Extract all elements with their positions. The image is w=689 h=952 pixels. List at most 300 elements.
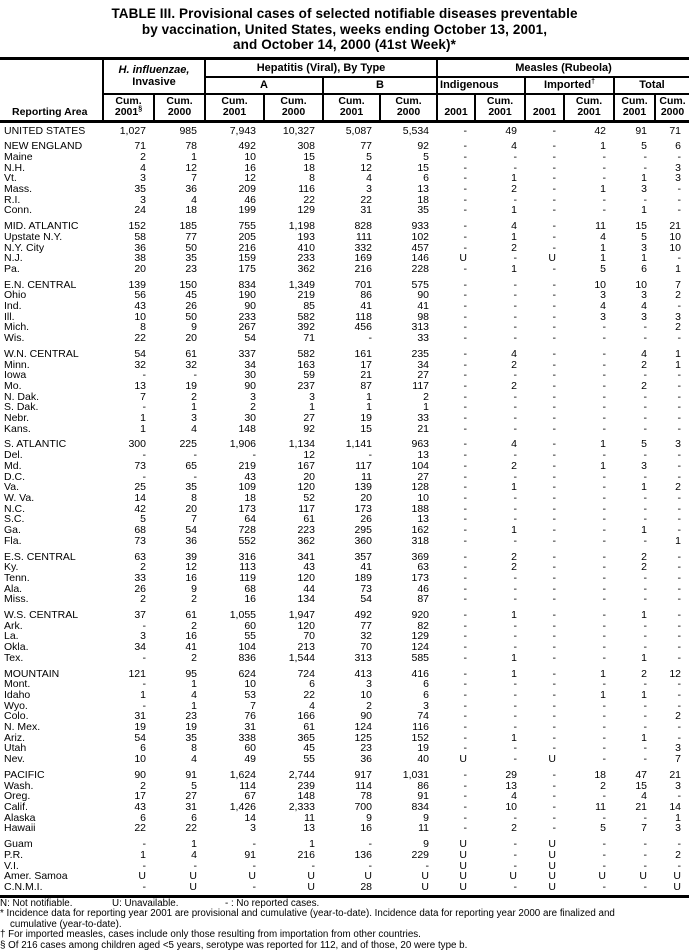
value-cell: 2 xyxy=(641,667,648,680)
value-cell: 26 xyxy=(185,300,197,313)
value-cell: - xyxy=(513,688,518,701)
value-cell: 1 xyxy=(600,459,607,472)
table-row xyxy=(0,439,689,450)
value-cell: 1 xyxy=(641,172,648,185)
value-cell: 10 xyxy=(134,310,146,323)
reporting-area-cell: N.Y. City xyxy=(4,241,45,254)
reporting-area-cell: Maine xyxy=(4,150,33,163)
value-cell: 13 xyxy=(417,183,430,196)
value-cell: - xyxy=(677,252,682,265)
value-cell: 23 xyxy=(360,742,372,755)
value-cell: - xyxy=(677,150,682,163)
value-cell: - xyxy=(552,688,557,701)
value-cell: 2 xyxy=(641,550,648,563)
value-cell: 60 xyxy=(244,619,256,632)
group-h-influenzae xyxy=(103,58,205,94)
value-cell: 76 xyxy=(244,710,256,723)
value-cell: - xyxy=(463,241,468,254)
value-cell: 1 xyxy=(511,524,518,537)
value-cell: 1 xyxy=(191,678,197,691)
value-cell: - xyxy=(463,183,468,196)
value-cell: - xyxy=(463,332,468,345)
value-cell: 338 xyxy=(238,731,256,744)
value-cell: 2 xyxy=(191,390,197,403)
value-cell: - xyxy=(552,550,557,563)
value-cell: 1 xyxy=(641,204,648,217)
value-cell: 152 xyxy=(411,731,430,744)
value-cell: - xyxy=(677,449,682,462)
value-cell: 6 xyxy=(191,811,197,824)
value-cell: 1 xyxy=(511,731,518,744)
value-cell: 14 xyxy=(134,492,146,504)
value-cell: - xyxy=(643,859,648,872)
value-cell: 2 xyxy=(511,379,518,392)
value-cell: 19 xyxy=(417,742,430,755)
value-cell: - xyxy=(643,641,648,654)
value-cell: - xyxy=(425,859,430,872)
value-cell: - xyxy=(513,492,518,504)
value-cell: - xyxy=(643,710,648,723)
value-cell: 4 xyxy=(191,193,197,206)
table-row xyxy=(0,472,689,483)
value-cell: - xyxy=(552,379,557,392)
col-indigenous-cum2001: Cum. 2001 xyxy=(475,94,525,122)
value-cell: 1 xyxy=(641,524,648,537)
value-cell: - xyxy=(552,172,557,185)
table-row xyxy=(0,525,689,536)
reporting-area-cell: W.N. CENTRAL xyxy=(4,347,79,360)
value-cell: - xyxy=(677,721,682,734)
value-cell: 54 xyxy=(134,731,146,744)
value-cell: 3 xyxy=(641,310,648,323)
value-cell: 21 xyxy=(669,768,682,781)
value-cell: - xyxy=(602,582,607,595)
value-cell: - xyxy=(677,790,682,803)
value-cell: - xyxy=(643,470,648,483)
value-cell: - xyxy=(552,699,557,712)
value-cell: - xyxy=(463,582,468,595)
value-cell: 199 xyxy=(238,204,256,217)
reporting-area-label: Reporting Area xyxy=(12,105,88,118)
value-cell: 70 xyxy=(303,630,315,643)
value-cell: 20 xyxy=(185,332,197,345)
value-cell: - xyxy=(552,241,557,254)
value-cell: 3 xyxy=(600,289,607,302)
table-row xyxy=(0,482,689,493)
value-cell: - xyxy=(463,641,468,654)
value-cell: 228 xyxy=(411,262,430,275)
value-cell: 65 xyxy=(185,459,197,472)
reporting-area-cell: Amer. Samoa xyxy=(4,870,68,883)
value-cell: - xyxy=(103,882,154,896)
value-cell: - xyxy=(193,369,197,382)
value-cell: 33 xyxy=(417,332,430,345)
value-cell: - xyxy=(513,513,518,526)
value-cell: - xyxy=(463,731,468,744)
value-cell: 1 xyxy=(511,481,518,494)
value-cell: - xyxy=(463,161,468,174)
value-cell: 73 xyxy=(134,459,146,472)
value-cell: 10 xyxy=(134,753,146,766)
value-cell: - xyxy=(677,699,682,712)
value-cell: - xyxy=(463,513,468,526)
value-cell: - xyxy=(643,412,648,425)
reporting-area-cell: Ky. xyxy=(4,561,19,574)
value-cell: - xyxy=(142,470,146,483)
value-cell: 52 xyxy=(303,492,315,504)
value-cell: 43 xyxy=(303,561,315,574)
value-cell: - xyxy=(677,459,682,472)
value-cell: 4 xyxy=(140,161,146,174)
value-cell: 87 xyxy=(417,593,430,606)
value-cell: 7 xyxy=(140,390,146,403)
value-cell: 1,198 xyxy=(288,220,315,233)
value-cell: - xyxy=(677,422,682,435)
reporting-area-cell: Tex. xyxy=(4,651,24,664)
value-cell: - xyxy=(463,742,468,755)
value-cell: 27 xyxy=(185,790,197,803)
reporting-area-cell: Va. xyxy=(4,481,19,494)
value-cell: - xyxy=(552,641,557,654)
value-cell: - xyxy=(602,524,607,537)
value-cell: 11 xyxy=(304,811,315,824)
value-cell: 1 xyxy=(641,481,648,494)
value-cell: 18 xyxy=(185,204,197,217)
value-cell: - xyxy=(513,150,518,163)
value-cell: 27 xyxy=(417,470,430,483)
value-cell: - xyxy=(463,678,468,691)
value-cell: 31 xyxy=(244,721,256,734)
value-cell: 3 xyxy=(675,779,682,792)
value-cell: - xyxy=(677,571,682,584)
value-cell: - xyxy=(643,678,648,691)
value-cell: 20 xyxy=(185,502,197,515)
value-cell: 332 xyxy=(354,241,372,254)
value-cell: 1 xyxy=(641,252,648,265)
value-cell: 2 xyxy=(191,651,197,664)
value-cell: - xyxy=(602,753,607,766)
col-hflu-cum2000: Cum. 2000 xyxy=(154,94,205,122)
value-cell: - xyxy=(513,619,518,632)
value-cell: 2 xyxy=(675,481,682,494)
value-cell: - xyxy=(513,278,518,291)
value-cell: - xyxy=(142,369,146,382)
imported-label: Imported xyxy=(544,78,592,91)
value-cell: 36 xyxy=(185,534,197,547)
value-cell: 4 xyxy=(191,422,197,435)
value-cell: 173 xyxy=(411,571,430,584)
value-cell: 3 xyxy=(675,310,682,323)
value-cell: 45 xyxy=(303,742,315,755)
value-cell: 59 xyxy=(303,369,315,382)
value-cell: 193 xyxy=(297,230,315,243)
value-cell: - xyxy=(463,571,468,584)
value-cell: 10 xyxy=(505,800,518,813)
reporting-area-cell: S. ATLANTIC xyxy=(4,438,67,451)
reporting-area-cell: Okla. xyxy=(4,641,29,654)
value-cell: 492 xyxy=(354,609,372,622)
reporting-area-cell: R.I. xyxy=(4,193,21,206)
value-cell: - xyxy=(463,550,468,563)
value-cell: 13 xyxy=(505,779,518,792)
reporting-area-cell: La. xyxy=(4,630,19,643)
value-cell: 2,744 xyxy=(288,768,315,781)
value-cell: 116 xyxy=(412,721,430,734)
value-cell: 71 xyxy=(669,124,682,137)
value-cell: 139 xyxy=(354,481,372,494)
value-cell: - xyxy=(552,561,557,574)
value-cell: - xyxy=(552,278,557,291)
value-cell: - xyxy=(463,262,468,275)
reporting-area-cell: Ohio xyxy=(4,289,27,302)
value-cell: 11 xyxy=(418,822,430,835)
value-cell: 50 xyxy=(185,310,197,323)
value-cell: U xyxy=(154,882,205,896)
value-cell: 6 xyxy=(641,262,648,275)
value-cell: 828 xyxy=(354,220,372,233)
table-row xyxy=(0,823,689,834)
value-cell: - xyxy=(552,220,557,233)
value-cell: - xyxy=(552,310,557,323)
value-cell: - xyxy=(463,358,468,371)
value-cell: 188 xyxy=(411,502,430,515)
value-cell: 77 xyxy=(360,619,372,632)
value-cell: 1 xyxy=(600,667,607,680)
value-cell: - xyxy=(252,449,256,462)
value-cell: 13 xyxy=(134,379,146,392)
value-cell: 55 xyxy=(244,630,256,643)
value-cell: 36 xyxy=(360,753,372,766)
value-cell: U xyxy=(421,870,430,883)
value-cell: 2 xyxy=(511,550,518,563)
value-cell: 54 xyxy=(185,524,197,537)
table-row xyxy=(0,424,689,435)
value-cell: 701 xyxy=(354,278,372,291)
value-cell: 1,624 xyxy=(229,768,256,781)
col-hepa-cum2000: Cum. 2000 xyxy=(264,94,323,122)
value-cell: 2 xyxy=(641,358,648,371)
table-row xyxy=(0,642,689,653)
value-cell: 22 xyxy=(185,822,197,835)
value-cell: - xyxy=(643,630,648,643)
value-cell: 5 xyxy=(641,230,648,243)
value-cell: 3 xyxy=(675,438,682,451)
table-row xyxy=(0,333,689,344)
value-cell: - xyxy=(252,838,256,851)
reporting-area-cell: Ill. xyxy=(4,310,15,323)
value-cell: U xyxy=(548,870,557,883)
reporting-area-cell: Wis. xyxy=(4,332,25,345)
value-cell: 43 xyxy=(134,800,146,813)
value-cell: - xyxy=(677,524,682,537)
value-cell: 5,534 xyxy=(402,124,430,137)
value-cell: - xyxy=(252,859,256,872)
reporting-area-cell: Iowa xyxy=(4,369,27,382)
value-cell: 41 xyxy=(185,641,197,654)
value-cell: - xyxy=(643,369,648,382)
value-cell: - xyxy=(552,582,557,595)
value-cell: - xyxy=(602,838,607,851)
col-hflu-cum2001: Cum. 2001§ xyxy=(103,94,154,122)
reporting-area-cell: Hawaii xyxy=(4,822,36,835)
value-cell: - xyxy=(552,710,557,723)
value-cell: - xyxy=(463,470,468,483)
value-cell: - xyxy=(463,667,468,680)
reporting-area-cell: N.C. xyxy=(4,502,25,515)
value-cell: 5 xyxy=(423,150,430,163)
value-cell: - xyxy=(602,193,607,206)
value-cell: 21 xyxy=(635,800,648,813)
value-cell: - xyxy=(602,401,607,414)
value-cell: 90 xyxy=(417,289,430,302)
reporting-area-cell: E.N. CENTRAL xyxy=(4,278,77,291)
value-cell: 73 xyxy=(134,534,146,547)
value-cell: - xyxy=(513,838,518,851)
table-row xyxy=(0,370,689,381)
value-cell: - xyxy=(643,193,648,206)
value-cell: U xyxy=(189,870,197,883)
value-cell: 2 xyxy=(675,321,682,334)
value-cell: 189 xyxy=(354,571,372,584)
value-cell: 4 xyxy=(366,172,372,185)
value-cell: 369 xyxy=(411,550,430,563)
reporting-area-cell: Mo. xyxy=(4,379,22,392)
value-cell: - xyxy=(552,438,557,451)
value-cell: - xyxy=(643,753,648,766)
value-cell: - xyxy=(513,582,518,595)
value-cell: - xyxy=(463,204,468,217)
value-cell: - xyxy=(552,401,557,414)
value-cell: U xyxy=(598,870,607,883)
value-cell: 552 xyxy=(238,534,256,547)
value-cell: 63 xyxy=(134,550,146,563)
value-cell: - xyxy=(513,369,518,382)
value-cell: - xyxy=(602,731,607,744)
value-cell: 5,087 xyxy=(345,124,372,137)
value-cell: 34 xyxy=(417,358,430,371)
value-cell: 237 xyxy=(297,379,315,392)
value-cell: 13 xyxy=(303,822,315,835)
value-cell: 2 xyxy=(140,593,146,606)
value-cell: 54 xyxy=(244,332,256,345)
value-cell: 219 xyxy=(297,289,315,302)
value-cell: - xyxy=(643,492,648,504)
value-cell: 175 xyxy=(238,262,256,275)
value-cell: 209 xyxy=(238,183,256,196)
value-cell: 152 xyxy=(128,220,146,233)
value-cell: - xyxy=(602,369,607,382)
value-cell: 95 xyxy=(185,667,197,680)
invasive-label: Invasive xyxy=(132,76,176,88)
value-cell: 4 xyxy=(641,790,648,803)
value-cell: - xyxy=(552,619,557,632)
value-cell: - xyxy=(513,534,518,547)
value-cell: 416 xyxy=(411,667,430,680)
value-cell: 61 xyxy=(185,347,197,360)
table-row xyxy=(0,264,689,275)
value-cell: 4 xyxy=(511,220,518,233)
value-cell: 836 xyxy=(238,651,256,664)
value-cell: - xyxy=(463,481,468,494)
value-cell: 166 xyxy=(297,710,315,723)
value-cell: - xyxy=(193,859,197,872)
value-cell: 308 xyxy=(297,140,315,153)
value-cell: - xyxy=(602,161,607,174)
value-cell: 1 xyxy=(675,811,682,824)
value-cell: 728 xyxy=(238,524,256,537)
value-cell: 49 xyxy=(244,753,256,766)
value-cell: 90 xyxy=(244,300,256,313)
value-cell: 295 xyxy=(354,524,372,537)
value-cell: 31 xyxy=(134,710,146,723)
value-cell: - xyxy=(643,390,648,403)
reporting-area-cell: Ala. xyxy=(4,582,23,595)
value-cell: - xyxy=(602,721,607,734)
value-cell: - xyxy=(602,379,607,392)
value-cell: - xyxy=(602,710,607,723)
col-hepa-cum2001: Cum. 2001 xyxy=(205,94,264,122)
table-row xyxy=(0,871,689,882)
value-cell: 22 xyxy=(303,688,315,701)
value-cell: 36 xyxy=(185,183,197,196)
value-cell: 216 xyxy=(238,241,256,254)
value-cell: - xyxy=(552,822,557,835)
reporting-area-cell: Oreg. xyxy=(4,790,31,803)
value-cell: - xyxy=(602,534,607,547)
value-cell: 11 xyxy=(595,800,607,813)
value-cell: 365 xyxy=(297,731,315,744)
value-cell: - xyxy=(513,571,518,584)
value-cell: - xyxy=(552,651,557,664)
value-cell: 582 xyxy=(297,347,315,360)
footnote-section: § Of 216 cases among children aged <5 years, serotype was reported for 112, and of those, 20 were type b. xyxy=(0,939,468,951)
value-cell: U xyxy=(437,882,475,896)
value-cell: 49 xyxy=(505,124,518,137)
value-cell: - xyxy=(552,321,557,334)
value-cell: 2 xyxy=(511,561,518,574)
value-cell: 2 xyxy=(511,459,518,472)
value-cell: - xyxy=(643,721,648,734)
value-cell: - xyxy=(677,678,682,691)
footnote-star-line1: * Incidence data for reporting year 2001 are provisional and cumulative (year-to-date). Incidence data for reporting year 2000 are finalized and xyxy=(0,908,615,920)
table-row xyxy=(0,413,689,424)
value-cell: 114 xyxy=(355,779,372,792)
value-cell: U xyxy=(459,252,468,265)
value-cell: 17 xyxy=(134,790,146,803)
table-row xyxy=(0,562,689,573)
value-cell: 34 xyxy=(134,641,146,654)
value-cell: - xyxy=(677,502,682,515)
table-row xyxy=(0,504,689,515)
table-row xyxy=(0,381,689,392)
value-cell: - xyxy=(602,502,607,515)
value-cell: - xyxy=(602,470,607,483)
table-row xyxy=(0,679,689,690)
value-cell: 16 xyxy=(244,161,256,174)
value-cell: - xyxy=(552,449,557,462)
col-hepb-cum2000: Cum. 2000 xyxy=(380,94,437,122)
value-cell: 12 xyxy=(185,561,197,574)
value-cell: U xyxy=(459,859,468,872)
reporting-area-cell: C.N.M.I. xyxy=(0,882,103,896)
value-cell: - xyxy=(677,838,682,851)
value-cell: 12 xyxy=(303,449,315,462)
value-cell: 15 xyxy=(360,422,372,435)
table-row xyxy=(0,301,689,312)
value-cell: 11 xyxy=(595,220,607,233)
value-cell: 3 xyxy=(250,390,256,403)
value-cell: - xyxy=(643,619,648,632)
